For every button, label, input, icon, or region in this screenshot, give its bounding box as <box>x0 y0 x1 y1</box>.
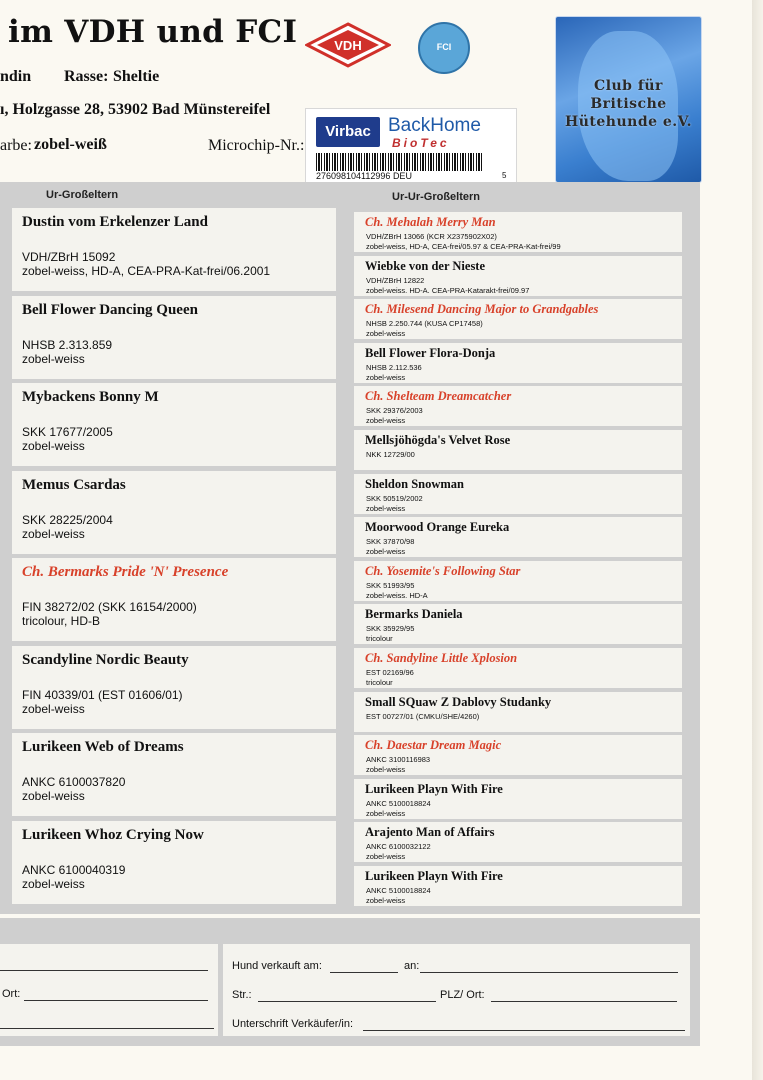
chip-number-value: 276098104112996 <box>316 171 391 181</box>
dog-registration: SKK 35929/95 <box>366 624 415 634</box>
dog-name: Mellsjöhögda's Velvet Rose <box>365 433 511 447</box>
virbac-logo: Virbac <box>316 117 380 147</box>
dog-registration: VDH/ZBrH 15092 <box>22 250 116 264</box>
dog-registration: ANKC 6100037820 <box>22 775 126 789</box>
dog-registration: SKK 28225/2004 <box>22 512 113 527</box>
great-great-grandparent-card <box>354 779 682 819</box>
dog-registration: VDH/ZBrH 12822 <box>366 275 425 285</box>
dog-name: Bell Flower Dancing Queen <box>22 301 198 318</box>
dog-info: zobel-weiss. HD-A <box>366 590 428 600</box>
dog-name: Ch. Yosemite's Following Star <box>365 563 521 578</box>
dog-registration: SKK 29376/2003 <box>366 406 423 416</box>
dog-info: zobel-weiss <box>22 526 85 541</box>
great-great-grandparent-card <box>354 517 682 557</box>
signature-label: Unterschrift Verkäufer/in: <box>232 1018 354 1030</box>
dog-registration: SKK 50519/2002 <box>366 493 423 503</box>
dog-info: zobel-weiss <box>366 808 406 818</box>
form-box-right <box>223 944 690 1036</box>
dog-info: tricolour <box>366 634 393 644</box>
dog-info: zobel-weiss. HD-A. CEA-PRA-Katarakt-frei/09.97 <box>366 285 530 295</box>
dog-name: Arajento Man of Affairs <box>365 825 495 840</box>
sold-on-line[interactable] <box>330 972 398 973</box>
dog-info: zobel-weiss <box>22 701 85 716</box>
dog-info: zobel-weiss <box>22 789 85 803</box>
color-label: arbe: <box>0 137 32 154</box>
dog-name: Ch. Shelteam Dreamcatcher <box>365 389 512 404</box>
barcode-icon <box>316 153 484 171</box>
dog-name: Ch. Mehalah Merry Man <box>365 215 496 229</box>
street-label: Str.: <box>232 989 252 1001</box>
great-grandparent-card <box>12 821 336 904</box>
dog-info: zobel-weiss <box>366 547 406 557</box>
dog-registration: SKK 17677/2005 <box>22 425 113 439</box>
zip-city-label: PLZ/ Ort: <box>440 989 485 1001</box>
chip-number <box>316 171 412 181</box>
dog-name: Small SQuaw Z Dablovy Studanky <box>365 694 552 709</box>
form-box-left <box>0 944 218 1036</box>
biotec-logo: BioTec <box>392 136 450 150</box>
great-grandparent-card <box>12 383 336 466</box>
dog-registration: NKK 12729/00 <box>366 450 415 459</box>
dog-name: Dustin vom Erkelenzer Land <box>22 214 208 230</box>
great-great-grandparent-card <box>354 474 682 514</box>
dog-name: Sheldon Snowman <box>365 476 464 491</box>
page-title: im VDH und FCI <box>8 14 298 50</box>
dog-registration: NHSB 2.112.536 <box>366 362 422 372</box>
signature-line[interactable] <box>363 1030 685 1031</box>
great-great-grandparent-card <box>354 299 682 339</box>
great-great-grandparent-card <box>354 735 682 775</box>
dog-name: Lurikeen Playn With Fire <box>365 781 503 796</box>
great-great-grandparent-card <box>354 386 682 426</box>
dog-registration: ANKC 5100018824 <box>366 886 431 895</box>
dog-name: Mybackens Bonny M <box>22 389 159 405</box>
dog-registration: NHSB 2.250.744 (KUSA CP17458) <box>366 319 483 329</box>
dog-name: Bermarks Daniela <box>365 607 463 622</box>
vdh-logo-text: VDH <box>334 38 362 53</box>
left-ort-line[interactable] <box>24 1000 208 1001</box>
dog-info: tricolour, HD-B <box>22 614 101 628</box>
to-label: an: <box>404 960 420 972</box>
dog-registration: ANKC 6100032122 <box>366 842 431 852</box>
great-great-grandparent-card <box>354 256 682 296</box>
club-logo <box>555 16 702 183</box>
dog-info: zobel-weiss <box>366 896 406 905</box>
great-great-grandparent-card <box>354 648 682 688</box>
dog-info: zobel-weiss <box>22 439 85 453</box>
dog-info: zobel-weiss <box>366 852 406 862</box>
great-grandparent-card <box>12 208 336 291</box>
color-value: zobel-weiß <box>34 136 107 153</box>
dog-info: zobel-weiss <box>22 876 85 891</box>
dog-name: Moorwood Orange Eureka <box>365 520 510 535</box>
dog-name: Lurikeen Web of Dreams <box>22 739 184 755</box>
great-great-grandparent-card <box>354 866 682 906</box>
dog-info: zobel-weiss <box>366 503 406 513</box>
breed-label: Rasse: <box>64 68 109 85</box>
great-grandparent-card <box>12 646 336 729</box>
breeder-address: ı, Holzgasse 28, 53902 Bad Münstereifel <box>0 101 271 118</box>
dog-name: Memus Csardas <box>22 476 126 493</box>
backhome-logo: BackHome <box>388 115 481 136</box>
great-grandparent-card <box>12 296 336 379</box>
dog-registration: FIN 38272/02 (SKK 16154/2000) <box>22 600 197 614</box>
microchip-sticker <box>305 108 517 184</box>
dog-info: zobel-weiss <box>366 765 406 775</box>
great-great-grandparent-card <box>354 561 682 601</box>
microchip-label: Microchip-Nr.: <box>208 137 305 154</box>
dog-name: Lurikeen Whoz Crying Now <box>22 826 204 843</box>
dog-name: Scandyline Nordic Beauty <box>22 651 189 668</box>
dog-info: zobel-weiss <box>366 416 406 426</box>
dog-registration: SKK 37870/98 <box>366 537 415 547</box>
dog-info: zobel-weiss, HD-A, CEA-frei/05.97 & CEA-PRA-Kat-frei/99 <box>366 242 561 251</box>
dog-registration: EST 02169/96 <box>366 668 414 677</box>
form-line <box>0 1028 214 1029</box>
great-grandparent-card <box>12 733 336 816</box>
great-great-grandparent-card <box>354 604 682 644</box>
dog-registration: SKK 51993/95 <box>366 580 415 590</box>
chip-country: DEU <box>392 171 412 181</box>
dog-info: zobel-weiss <box>366 329 406 339</box>
fci-logo-text: FCI <box>436 42 452 52</box>
dog-registration: ANKC 6100040319 <box>22 862 126 877</box>
dog-name: Wiebke von der Nieste <box>365 258 486 273</box>
great-grandparent-card <box>12 558 336 641</box>
great-grandparent-card <box>12 471 336 554</box>
great-great-grandparent-card <box>354 212 682 252</box>
sex-label: ndin <box>0 68 32 85</box>
dog-registration: VDH/ZBrH 13066 (KCR X2375902X02) <box>366 232 497 241</box>
vdh-logo <box>305 22 391 68</box>
dog-registration: FIN 40339/01 (EST 01606/01) <box>22 687 183 702</box>
zip-city-line[interactable] <box>491 1001 677 1002</box>
sold-on-label: Hund verkauft am: <box>232 960 322 972</box>
dog-name: Ch. Daestar Dream Magic <box>365 738 502 753</box>
dog-name: Ch. Milesend Dancing Major to Grandgables <box>365 302 599 317</box>
page-edge <box>752 0 763 1080</box>
form-line <box>0 970 208 971</box>
great-great-grandparent-card <box>354 822 682 862</box>
street-line[interactable] <box>258 1001 436 1002</box>
dog-registration: NHSB 2.313.859 <box>22 337 113 352</box>
dog-registration: EST 00727/01 (CMKU/SHE/4260) <box>366 711 480 721</box>
dog-name: Bell Flower Flora-Donja <box>365 345 496 360</box>
dog-name: Ch. Bermarks Pride 'N' Presence <box>22 564 229 580</box>
dog-registration: ANKC 5100018824 <box>366 798 431 808</box>
dog-name: Ch. Sandyline Little Xplosion <box>365 651 518 665</box>
column-header-great-grandparents: Ur-Großeltern <box>46 189 119 201</box>
left-ort-label: Ort: <box>2 988 21 1000</box>
dog-info: zobel-weiss <box>366 372 406 382</box>
column-header-great-great-grandparents: Ur-Ur-Großeltern <box>392 191 481 203</box>
great-great-grandparent-card <box>354 692 682 732</box>
club-logo-text: Club für Britische Hütehunde e.V. <box>565 78 692 130</box>
dog-info: zobel-weiss, HD-A, CEA-PRA-Kat-frei/06.2001 <box>22 264 271 278</box>
dog-info: zobel-weiss <box>22 351 85 366</box>
dog-info: tricolour <box>366 678 393 687</box>
breed-value: Sheltie <box>113 68 160 85</box>
fci-logo <box>418 22 470 74</box>
chip-suffix: 5 <box>502 171 507 180</box>
dog-registration: ANKC 3100116983 <box>366 755 431 765</box>
dog-name: Lurikeen Playn With Fire <box>365 869 503 883</box>
to-line[interactable] <box>420 972 678 973</box>
great-great-grandparent-card <box>354 343 682 383</box>
great-great-grandparent-card <box>354 430 682 470</box>
